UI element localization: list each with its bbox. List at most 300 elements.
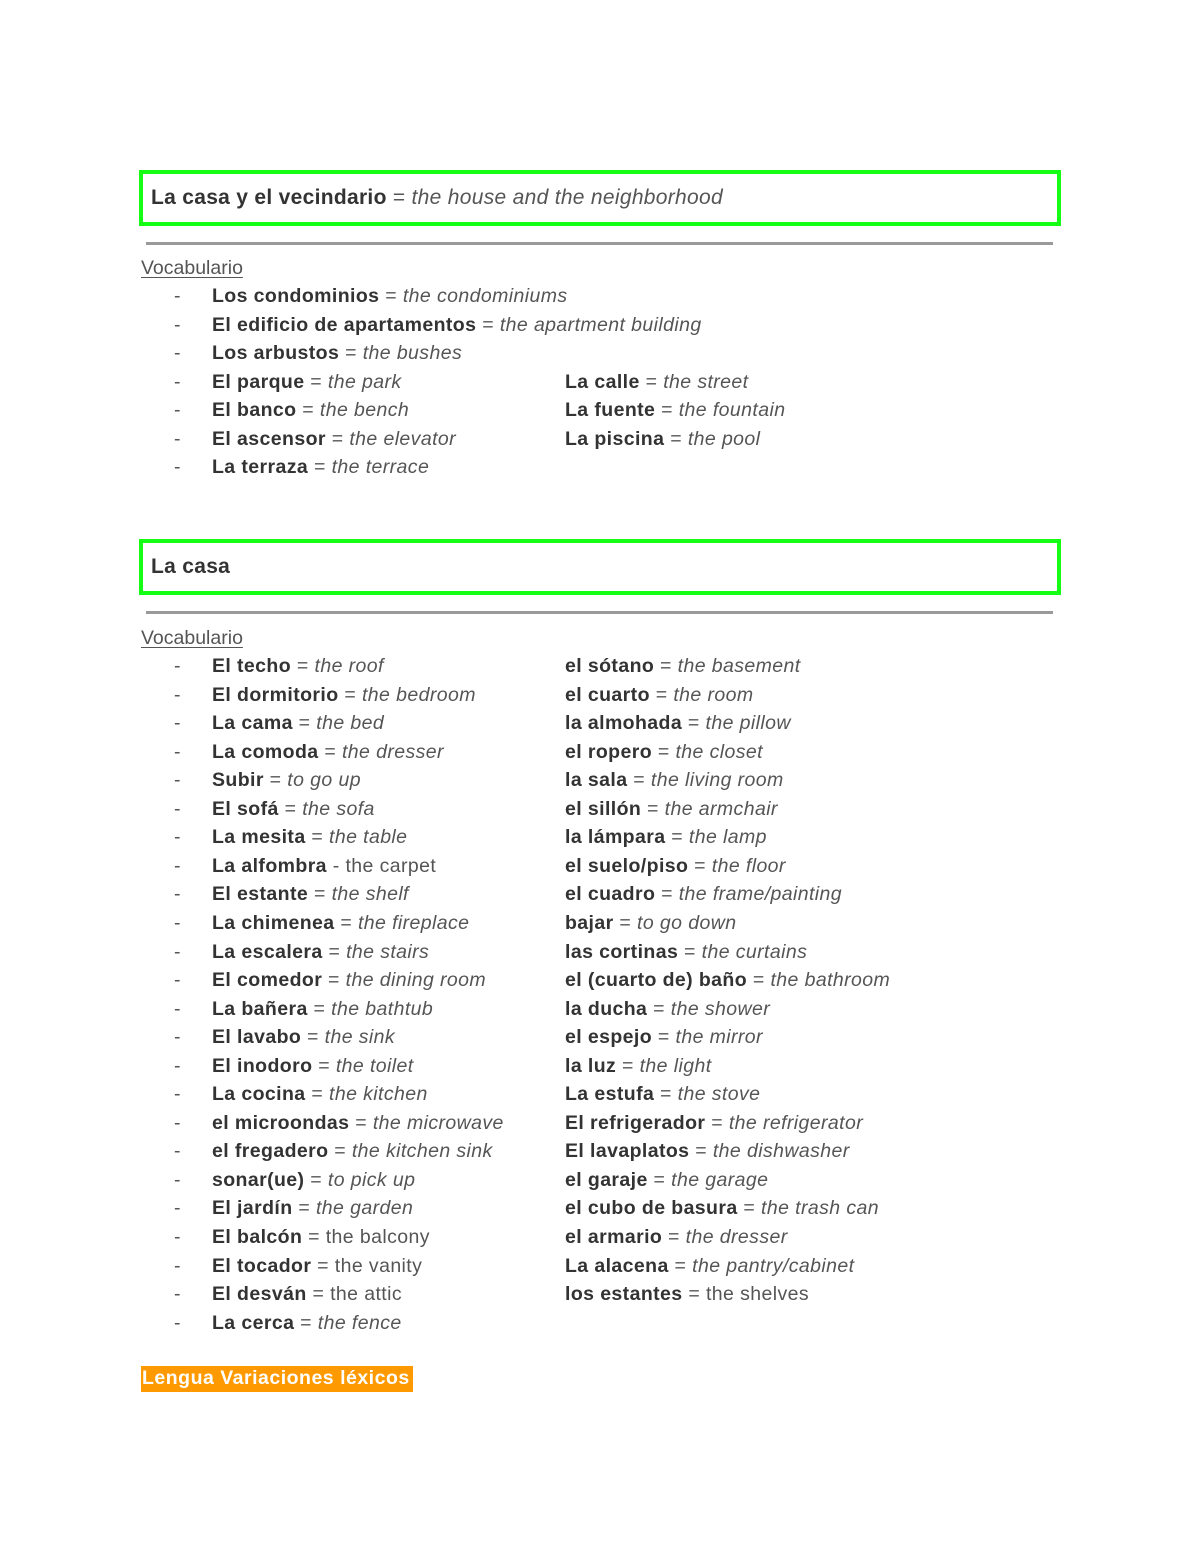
vocab-entry — [212, 712, 384, 735]
spanish-term: La cerca — [212, 1311, 295, 1334]
term-separator: = — [301, 1026, 325, 1049]
vocab-row — [0, 456, 1200, 484]
vocab-row — [0, 1112, 1200, 1140]
term-separator: = — [302, 1226, 326, 1248]
vocab-entry — [212, 998, 433, 1021]
section-heading-spanish: La casa — [151, 555, 231, 578]
spanish-term: El banco — [212, 399, 297, 421]
spanish-term: el ropero — [565, 740, 653, 763]
term-separator: = — [682, 1283, 706, 1306]
list-bullet-dash: - — [174, 1140, 181, 1163]
vocab-row — [0, 883, 1200, 911]
vocab-entry — [565, 1169, 768, 1192]
list-bullet-dash: - — [174, 399, 181, 421]
vocab-entry — [212, 741, 444, 764]
english-translation: the apartment building — [499, 313, 702, 336]
english-translation: the living room — [650, 769, 784, 792]
vocab-entry — [565, 883, 842, 906]
vocab-entry — [212, 1197, 413, 1220]
english-translation: the shelf — [331, 883, 409, 906]
vocab-entry — [565, 1226, 788, 1249]
vocab-row — [0, 399, 1200, 427]
vocab-row — [0, 1283, 1200, 1311]
vocab-entry — [565, 684, 753, 707]
spanish-term: El refrigerador — [565, 1111, 706, 1134]
term-separator: = — [305, 826, 329, 849]
list-bullet-dash: - — [174, 826, 181, 849]
term-separator: = — [616, 1054, 640, 1077]
spanish-term: sonar(ue) — [212, 1168, 305, 1191]
english-translation: the bathtub — [331, 997, 434, 1020]
spanish-term: La terraza — [212, 456, 309, 478]
term-separator: = — [652, 1026, 676, 1049]
section-heading-spanish: La casa y el vecindario — [151, 186, 387, 209]
vocab-row — [0, 1169, 1200, 1197]
section-heading-box — [139, 170, 1061, 226]
term-separator: = — [294, 1311, 318, 1334]
list-bullet-dash: - — [174, 797, 181, 820]
term-separator: = — [334, 911, 358, 934]
english-translation: the street — [663, 370, 749, 393]
list-bullet-dash: - — [174, 854, 181, 877]
spanish-term: La cama — [212, 712, 293, 735]
vocab-row — [0, 1255, 1200, 1283]
term-separator: = — [668, 1254, 693, 1277]
spanish-term: la sala — [565, 769, 628, 792]
english-translation: the dresser — [685, 1226, 788, 1248]
english-translation: the garden — [315, 1197, 414, 1220]
vocab-entry — [212, 1312, 402, 1335]
term-separator: = — [325, 427, 350, 450]
vocab-entry — [565, 912, 736, 935]
english-translation: the bushes — [362, 342, 463, 364]
term-separator: = — [647, 997, 671, 1020]
english-translation: the stairs — [346, 940, 430, 963]
english-translation: the bedroom — [361, 683, 476, 706]
vocab-row — [0, 769, 1200, 797]
term-separator: = — [647, 1168, 672, 1191]
english-translation: the dining room — [345, 969, 487, 992]
english-translation: the carpet — [345, 854, 437, 877]
term-separator: = — [737, 1197, 762, 1220]
vocab-entry — [212, 1026, 395, 1049]
vocab-entry — [212, 969, 486, 992]
term-separator: = — [639, 370, 664, 393]
list-bullet-dash: - — [174, 911, 181, 934]
vocab-row — [0, 285, 1200, 313]
term-separator: = — [308, 883, 332, 906]
vocab-entry — [565, 712, 791, 735]
term-separator: = — [307, 997, 332, 1020]
spanish-term: La alfombra — [212, 854, 327, 877]
english-translation: the mirror — [675, 1026, 763, 1049]
term-separator: = — [682, 712, 706, 735]
spanish-term: El comedor — [212, 969, 323, 992]
term-separator: = — [291, 655, 315, 677]
spanish-term: El estante — [212, 883, 309, 906]
english-translation: the balcony — [325, 1226, 430, 1248]
vocab-entry — [212, 1226, 430, 1249]
vocab-row — [0, 826, 1200, 854]
vocab-entry — [565, 998, 770, 1021]
spanish-term: la ducha — [565, 997, 648, 1020]
spanish-term: El lavaplatos — [565, 1140, 690, 1163]
vocab-row — [0, 684, 1200, 712]
spanish-term: las cortinas — [565, 940, 679, 963]
vocab-row — [0, 1312, 1200, 1340]
english-translation: the fireplace — [357, 911, 470, 934]
list-bullet-dash: - — [174, 769, 181, 792]
spanish-term: Los arbustos — [212, 342, 340, 364]
term-separator: = — [296, 399, 320, 421]
vocab-entry — [565, 741, 763, 764]
term-separator: = — [613, 911, 638, 934]
vocab-entry — [565, 371, 748, 394]
vocab-entry — [212, 1140, 493, 1163]
english-translation: the fence — [317, 1311, 402, 1334]
english-translation: the closet — [675, 740, 763, 763]
english-translation: the kitchen sink — [351, 1140, 493, 1163]
vocab-entry — [565, 826, 767, 849]
term-separator: = — [304, 1168, 328, 1191]
term-separator: = — [649, 683, 674, 706]
vocab-entry — [212, 883, 409, 906]
spanish-term: El parque — [212, 370, 305, 393]
list-bullet-dash: - — [174, 1197, 181, 1220]
list-bullet-dash: - — [174, 456, 181, 478]
spanish-term: La cocina — [212, 1083, 306, 1106]
english-translation: the refrigerator — [728, 1111, 864, 1134]
spanish-term: la lámpara — [565, 826, 666, 849]
vocab-entry — [212, 941, 429, 964]
english-translation: the toilet — [335, 1054, 414, 1077]
vocab-entry — [212, 371, 402, 394]
vocab-entry — [212, 342, 462, 365]
vocab-row — [0, 314, 1200, 342]
term-separator: = — [306, 1283, 331, 1306]
vocab-row — [0, 371, 1200, 399]
spanish-term: el espejo — [565, 1026, 653, 1049]
spanish-term: los estantes — [565, 1283, 683, 1306]
vocab-row — [0, 1140, 1200, 1168]
list-bullet-dash: - — [174, 1026, 181, 1049]
spanish-term: El ascensor — [212, 427, 326, 450]
vocab-row — [0, 798, 1200, 826]
vocab-row — [0, 998, 1200, 1026]
term-separator: = — [338, 683, 362, 706]
spanish-term: el microondas — [212, 1111, 350, 1134]
english-translation: the fountain — [678, 399, 786, 421]
english-translation: the stove — [677, 1083, 761, 1106]
list-bullet-dash: - — [174, 655, 181, 677]
spanish-term: La mesita — [212, 826, 306, 849]
vocab-row — [0, 1083, 1200, 1111]
term-separator: = — [689, 1140, 713, 1163]
english-translation: to pick up — [327, 1168, 416, 1191]
spanish-term: el garaje — [565, 1168, 648, 1191]
vocab-entry — [565, 855, 786, 878]
term-separator: = — [654, 655, 678, 677]
english-translation: the elevator — [349, 427, 457, 450]
list-bullet-dash: - — [174, 883, 181, 906]
english-translation: the pool — [687, 427, 761, 450]
vocab-entry — [565, 1055, 712, 1078]
vocab-row — [0, 712, 1200, 740]
term-separator: = — [318, 740, 342, 763]
term-separator: = — [311, 1254, 335, 1277]
vocab-entry — [565, 1197, 879, 1220]
english-translation: the frame/painting — [678, 883, 843, 906]
vocab-entry — [212, 798, 375, 821]
english-translation: the floor — [711, 854, 786, 877]
term-separator: = — [292, 712, 317, 735]
term-separator: = — [641, 797, 665, 820]
term-separator: = — [322, 940, 347, 963]
english-translation: the trash can — [761, 1197, 879, 1220]
vocab-entry — [565, 655, 801, 678]
english-translation: the vanity — [334, 1254, 423, 1277]
spanish-term: Los condominios — [212, 285, 380, 307]
spanish-term: el sótano — [565, 655, 655, 677]
term-separator: = — [263, 769, 288, 792]
vocab-entry — [565, 969, 890, 992]
term-separator: = — [305, 1083, 329, 1106]
english-translation: the condominiums — [402, 285, 568, 307]
vocab-entry — [565, 1283, 809, 1306]
english-translation: to go down — [637, 911, 737, 934]
english-translation: the pillow — [705, 712, 791, 735]
term-separator: = — [476, 313, 500, 336]
vocab-entry — [212, 285, 568, 308]
vocab-entry — [212, 456, 429, 479]
vocab-entry — [212, 399, 409, 422]
term-separator: = — [688, 854, 712, 877]
list-bullet-dash: - — [174, 1111, 181, 1134]
vocab-row — [0, 1055, 1200, 1083]
spanish-term: El inodoro — [212, 1054, 313, 1077]
term-separator: = — [705, 1111, 729, 1134]
vocab-row — [0, 969, 1200, 997]
vocab-row — [0, 912, 1200, 940]
english-translation: the curtains — [701, 940, 808, 963]
english-translation: the pantry/cabinet — [692, 1254, 855, 1277]
spanish-term: El balcón — [212, 1226, 303, 1248]
spanish-term: El jardín — [212, 1197, 293, 1220]
vocabulario-label: Vocabulario — [141, 257, 243, 279]
list-bullet-dash: - — [174, 285, 181, 307]
term-separator: = — [652, 740, 676, 763]
spanish-term: El lavabo — [212, 1026, 302, 1049]
term-separator: = — [339, 342, 363, 364]
spanish-term: El desván — [212, 1283, 307, 1306]
english-translation: the terrace — [331, 456, 430, 478]
english-translation: the garage — [671, 1168, 769, 1191]
list-bullet-dash: - — [174, 370, 181, 393]
list-bullet-dash: - — [174, 1083, 181, 1106]
vocab-entry — [212, 1283, 402, 1306]
spanish-term: bajar — [565, 911, 614, 934]
term-separator: = — [308, 456, 332, 478]
term-separator: = — [662, 1226, 686, 1248]
horizontal-rule — [146, 611, 1053, 614]
vocab-entry — [212, 655, 384, 678]
spanish-term: La comoda — [212, 740, 319, 763]
spanish-term: La estufa — [565, 1083, 655, 1106]
english-translation: the microwave — [372, 1111, 504, 1134]
term-separator: = — [349, 1111, 373, 1134]
vocab-entry — [212, 1055, 414, 1078]
spanish-term: el fregadero — [212, 1140, 329, 1163]
vocab-entry — [212, 855, 436, 878]
english-translation: the bench — [319, 399, 410, 421]
english-translation: to go up — [287, 769, 361, 792]
vocab-entry — [565, 399, 785, 422]
spanish-term: la luz — [565, 1054, 617, 1077]
spanish-term: el cuadro — [565, 883, 656, 906]
term-separator: = — [278, 797, 303, 820]
spanish-term: el cuarto — [565, 683, 650, 706]
vocab-entry — [212, 314, 702, 337]
vocab-row — [0, 1226, 1200, 1254]
english-translation: the roof — [314, 655, 384, 677]
list-bullet-dash: - — [174, 740, 181, 763]
section-heading-separator: = — [386, 186, 412, 209]
vocab-row — [0, 655, 1200, 683]
spanish-term: La piscina — [565, 427, 665, 450]
english-translation: the room — [673, 683, 754, 706]
vocab-entry — [212, 684, 476, 707]
vocab-row — [0, 342, 1200, 370]
vocab-row — [0, 941, 1200, 969]
term-separator: = — [665, 826, 689, 849]
vocab-entry — [565, 769, 784, 792]
term-separator: = — [304, 370, 328, 393]
spanish-term: el sillón — [565, 797, 642, 820]
english-translation: the bed — [316, 712, 385, 735]
list-bullet-dash: - — [174, 1168, 181, 1191]
spanish-term: La calle — [565, 370, 640, 393]
vocab-entry — [212, 912, 469, 935]
vocab-entry — [212, 1169, 415, 1192]
vocab-row — [0, 1197, 1200, 1225]
term-separator: = — [678, 940, 702, 963]
english-translation: the light — [639, 1054, 712, 1077]
english-translation: the kitchen — [329, 1083, 428, 1106]
vocab-entry — [212, 1255, 422, 1278]
vocab-row — [0, 428, 1200, 456]
vocab-entry — [212, 1112, 504, 1135]
spanish-term: la almohada — [565, 712, 683, 735]
section-heading-english: the house and the neighborhood — [411, 186, 723, 209]
english-translation: the table — [329, 826, 408, 849]
spanish-term: el (cuarto de) baño — [565, 969, 748, 992]
vocab-entry — [565, 1026, 763, 1049]
list-bullet-dash: - — [174, 1254, 181, 1277]
list-bullet-dash: - — [174, 712, 181, 735]
spanish-term: el suelo/piso — [565, 854, 689, 877]
vocab-entry — [212, 769, 361, 792]
list-bullet-dash: - — [174, 1283, 181, 1306]
term-separator: = — [654, 1083, 678, 1106]
term-separator: = — [322, 969, 346, 992]
vocab-row — [0, 1026, 1200, 1054]
english-translation: the shower — [670, 997, 771, 1020]
vocabulario-label: Vocabulario — [141, 627, 243, 649]
horizontal-rule — [146, 242, 1053, 245]
spanish-term: Subir — [212, 769, 264, 792]
english-translation: the lamp — [688, 826, 767, 849]
vocab-row — [0, 741, 1200, 769]
spanish-term: La alacena — [565, 1254, 669, 1277]
vocab-entry — [212, 1083, 428, 1106]
section-heading-box — [139, 539, 1061, 595]
english-translation: the basement — [677, 655, 801, 677]
english-translation: the bathroom — [770, 969, 891, 992]
vocab-entry — [565, 941, 807, 964]
term-separator: = — [627, 769, 651, 792]
spanish-term: El dormitorio — [212, 683, 339, 706]
list-bullet-dash: - — [174, 940, 181, 963]
term-separator: = — [379, 285, 403, 307]
english-translation: the shelves — [705, 1283, 809, 1306]
spanish-term: La escalera — [212, 940, 323, 963]
vocab-entry — [565, 428, 760, 451]
english-translation: the attic — [330, 1283, 402, 1306]
vocab-entry — [565, 1140, 850, 1163]
term-separator: = — [655, 883, 679, 906]
list-bullet-dash: - — [174, 683, 181, 706]
english-translation: the dishwasher — [712, 1140, 850, 1163]
lexical-variations-tag: Lengua Variaciones léxicos — [141, 1366, 413, 1392]
term-separator: = — [312, 1054, 336, 1077]
term-separator: = — [747, 969, 771, 992]
vocab-entry — [565, 1083, 760, 1106]
vocab-entry — [565, 798, 778, 821]
list-bullet-dash: - — [174, 969, 181, 992]
term-separator: - — [326, 854, 346, 877]
vocab-row — [0, 855, 1200, 883]
spanish-term: La chimenea — [212, 911, 335, 934]
vocab-entry — [565, 1255, 854, 1278]
spanish-term: La fuente — [565, 399, 656, 421]
term-separator: = — [655, 399, 679, 421]
list-bullet-dash: - — [174, 427, 181, 450]
spanish-term: El sofá — [212, 797, 279, 820]
list-bullet-dash: - — [174, 342, 181, 364]
term-separator: = — [292, 1197, 316, 1220]
english-translation: the park — [327, 370, 402, 393]
list-bullet-dash: - — [174, 1226, 181, 1248]
spanish-term: La bañera — [212, 997, 308, 1020]
spanish-term: el cubo de basura — [565, 1197, 738, 1220]
spanish-term: El edificio de apartamentos — [212, 313, 477, 336]
spanish-term: el armario — [565, 1226, 663, 1248]
list-bullet-dash: - — [174, 313, 181, 336]
term-separator: = — [328, 1140, 352, 1163]
vocab-entry — [212, 428, 456, 451]
english-translation: the dresser — [341, 740, 444, 763]
list-bullet-dash: - — [174, 997, 181, 1020]
english-translation: the sink — [324, 1026, 396, 1049]
list-bullet-dash: - — [174, 1311, 181, 1334]
english-translation: the sofa — [302, 797, 375, 820]
vocab-entry — [212, 826, 407, 849]
list-bullet-dash: - — [174, 1054, 181, 1077]
spanish-term: El tocador — [212, 1254, 312, 1277]
spanish-term: El techo — [212, 655, 292, 677]
vocab-entry — [565, 1112, 863, 1135]
term-separator: = — [664, 427, 688, 450]
